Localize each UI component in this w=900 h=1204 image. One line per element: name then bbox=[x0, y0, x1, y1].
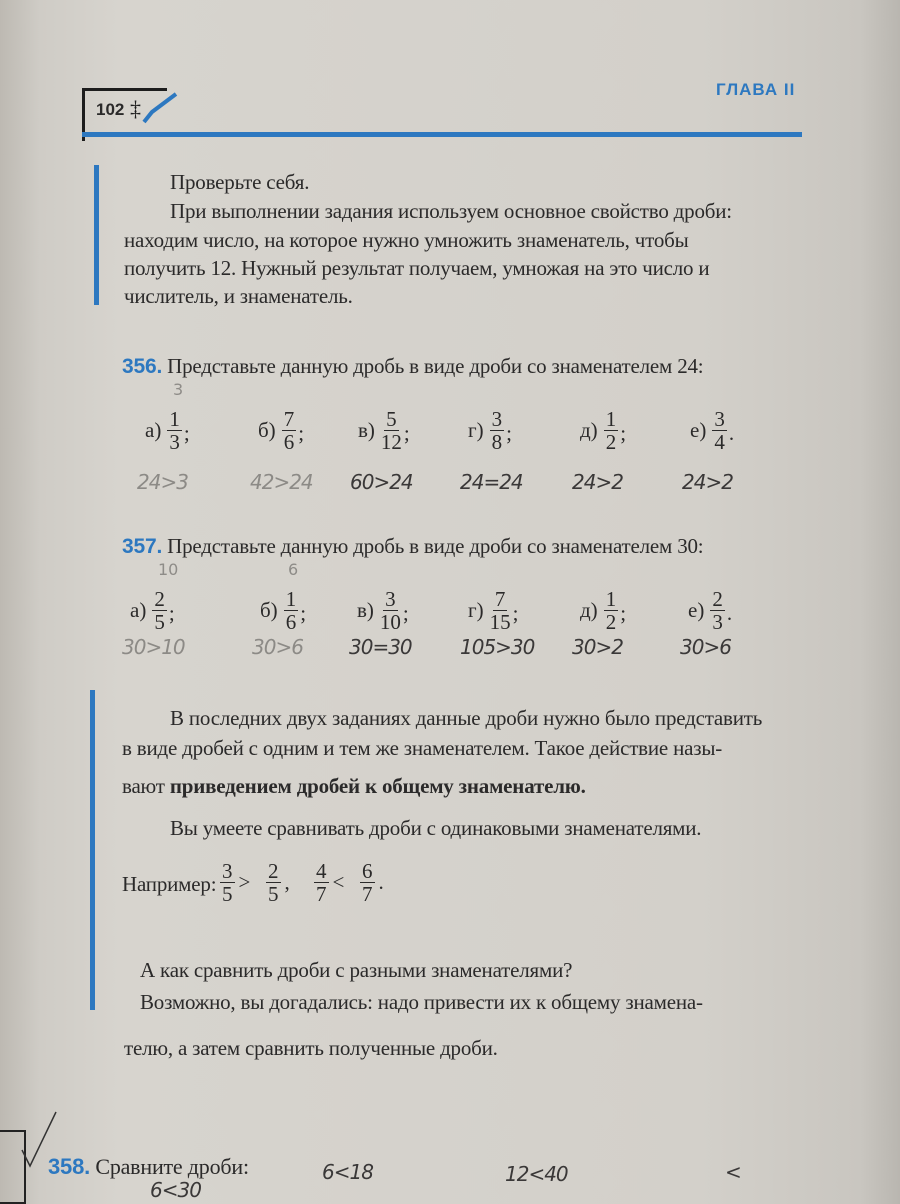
numerator: 4 bbox=[316, 859, 327, 883]
comparison-sign: < bbox=[332, 870, 345, 894]
exercise-356-heading bbox=[122, 352, 703, 381]
handwritten-answer: 60>24 bbox=[350, 470, 413, 494]
handwritten-answer: 30>10 bbox=[122, 635, 185, 659]
theory-line: в виде дробей с одним и тем же знаменателем. Такое действие назы- bbox=[122, 736, 723, 760]
handwritten-note: 3 bbox=[173, 380, 184, 399]
denominator: 8 bbox=[491, 430, 503, 454]
handwritten-answer: 30>6 bbox=[252, 635, 303, 659]
item-label: е) bbox=[690, 418, 707, 442]
punctuation: ; bbox=[620, 421, 627, 445]
exercise-number: 358. bbox=[48, 1154, 91, 1179]
exercise-357-heading bbox=[122, 532, 703, 561]
fraction bbox=[490, 588, 511, 633]
denominator: 3 bbox=[712, 610, 723, 634]
denominator: 7 bbox=[316, 882, 327, 906]
numerator: 6 bbox=[362, 859, 373, 883]
handwritten-answer: < bbox=[725, 1160, 741, 1184]
item-label: б) bbox=[260, 598, 278, 622]
check-line: получить 12. Нужный результат получаем, умножая на это число и bbox=[124, 256, 710, 280]
handwritten-answer: 42>24 bbox=[250, 470, 313, 494]
numerator: 3 bbox=[385, 587, 396, 611]
denominator: 4 bbox=[714, 430, 725, 454]
numerator: 1 bbox=[169, 407, 180, 431]
fraction bbox=[490, 408, 505, 453]
exercise-text: Сравните дроби: bbox=[95, 1154, 249, 1179]
fraction bbox=[604, 408, 619, 453]
denominator: 5 bbox=[222, 882, 233, 906]
punctuation: ; bbox=[620, 601, 627, 625]
denominator: 15 bbox=[489, 610, 511, 634]
fraction bbox=[167, 408, 182, 453]
denominator: 2 bbox=[605, 610, 617, 634]
fraction-item bbox=[357, 588, 409, 633]
item-label: в) bbox=[358, 418, 375, 442]
handwritten-answer: 6<30 bbox=[150, 1178, 201, 1202]
exercise-number: 357. bbox=[122, 535, 163, 558]
handwritten-answer: 24=24 bbox=[460, 470, 523, 494]
numerator: 1 bbox=[285, 587, 297, 611]
check-line: числитель, и знаменатель. bbox=[124, 284, 353, 308]
check-line: При выполнении задания используем основное свойство дроби: bbox=[170, 199, 732, 223]
item-label: б) bbox=[258, 418, 276, 442]
handwritten-answer: 30>6 bbox=[680, 635, 731, 659]
denominator: 2 bbox=[605, 430, 617, 454]
theory-line bbox=[122, 772, 586, 800]
numerator: 2 bbox=[268, 859, 279, 883]
item-label: в) bbox=[357, 598, 374, 622]
fraction-item bbox=[468, 408, 512, 453]
fraction-item bbox=[258, 408, 304, 453]
theory-question: А как сравнить дроби с разными знаменателями? bbox=[140, 958, 573, 982]
fraction-item bbox=[468, 588, 518, 633]
comparison-sign: > bbox=[238, 870, 251, 894]
fraction bbox=[284, 588, 299, 633]
example-fraction bbox=[266, 860, 294, 905]
denominator: 10 bbox=[379, 610, 401, 634]
numerator: 7 bbox=[494, 587, 506, 611]
pencil-check-icon bbox=[140, 92, 180, 128]
theory-term: приведением дробей к общему знаменателю. bbox=[169, 774, 586, 798]
handwritten-answer: 6<18 bbox=[322, 1160, 373, 1184]
fraction bbox=[220, 860, 235, 905]
check-title: Проверьте себя. bbox=[170, 170, 310, 194]
ruler-icon: ‡ bbox=[130, 96, 141, 121]
denominator: 12 bbox=[380, 430, 402, 454]
fraction bbox=[381, 408, 402, 453]
denominator: 6 bbox=[283, 430, 295, 454]
numerator: 5 bbox=[386, 407, 397, 431]
fraction-item bbox=[688, 588, 732, 633]
item-label: а) bbox=[130, 598, 147, 622]
example-fraction bbox=[360, 860, 388, 905]
fraction bbox=[152, 588, 167, 633]
theory-bar bbox=[90, 690, 95, 1010]
item-label: д) bbox=[580, 598, 598, 622]
exercise-text: Представьте данную дробь в виде дроби со знаменателем 24: bbox=[167, 354, 704, 378]
handwritten-answer: 105>30 bbox=[460, 635, 535, 659]
numerator: 2 bbox=[712, 587, 723, 611]
check-line: находим число, на которое нужно умножить знаменатель, чтобы bbox=[124, 228, 689, 252]
punctuation: ; bbox=[512, 601, 519, 625]
fraction-item bbox=[690, 408, 734, 453]
denominator: 3 bbox=[169, 430, 180, 454]
example-label: Например: bbox=[122, 872, 217, 896]
handwritten-answer: 24>3 bbox=[137, 470, 188, 494]
numerator: 3 bbox=[222, 859, 233, 883]
handwritten-answer: 24>2 bbox=[682, 470, 733, 494]
item-label: д) bbox=[580, 418, 598, 442]
punctuation: ; bbox=[506, 421, 512, 445]
fraction bbox=[604, 588, 619, 633]
fraction bbox=[380, 588, 401, 633]
numerator: 7 bbox=[283, 407, 295, 431]
theory-line: Возможно, вы догадались: надо привести их к общему знамена- bbox=[140, 990, 703, 1014]
chapter-title: ГЛАВА II bbox=[716, 80, 796, 99]
punctuation: ; bbox=[403, 421, 410, 445]
denominator: 5 bbox=[154, 610, 165, 634]
theory-text: вают bbox=[122, 774, 170, 798]
numerator: 3 bbox=[491, 407, 503, 431]
fraction bbox=[710, 588, 725, 633]
fraction bbox=[314, 860, 329, 905]
handwritten-answer: 30>2 bbox=[572, 635, 623, 659]
fraction bbox=[712, 408, 727, 453]
numerator: 3 bbox=[714, 407, 725, 431]
denominator: 6 bbox=[285, 610, 297, 634]
theory-line: В последних двух заданиях данные дроби нужно было представить bbox=[170, 706, 763, 730]
fraction-item bbox=[145, 408, 190, 453]
page-number: 102 bbox=[96, 100, 125, 119]
fraction-item bbox=[580, 588, 626, 633]
handwritten-answer: 12<40 bbox=[505, 1162, 568, 1186]
punctuation: ; bbox=[183, 421, 190, 445]
item-label: е) bbox=[688, 598, 705, 622]
punctuation: ; bbox=[168, 601, 175, 625]
punctuation: . bbox=[726, 601, 733, 625]
numerator: 1 bbox=[605, 407, 617, 431]
numerator: 1 bbox=[605, 587, 617, 611]
exercise-number: 356. bbox=[122, 355, 163, 378]
item-label: г) bbox=[468, 598, 484, 622]
item-label: а) bbox=[145, 418, 162, 442]
punctuation: ; bbox=[402, 601, 409, 625]
fraction-item bbox=[130, 588, 175, 633]
punctuation: ; bbox=[300, 601, 307, 625]
header-rule bbox=[82, 132, 802, 137]
denominator: 7 bbox=[362, 882, 373, 906]
item-label: г) bbox=[468, 418, 484, 442]
fraction bbox=[360, 860, 375, 905]
exercise-text: Представьте данную дробь в виде дроби со знаменателем 30: bbox=[167, 534, 704, 558]
fraction-item bbox=[260, 588, 306, 633]
theory-line: телю, а затем сравнить полученные дроби. bbox=[124, 1036, 498, 1060]
punctuation: . bbox=[728, 421, 735, 445]
handwritten-note: 10 bbox=[158, 560, 179, 579]
fraction-item bbox=[358, 408, 410, 453]
handwritten-note: 6 bbox=[288, 560, 299, 579]
denominator: 5 bbox=[268, 882, 279, 906]
numerator: 2 bbox=[154, 587, 165, 611]
comparison-sign: , bbox=[284, 870, 290, 894]
handwritten-answer: 30=30 bbox=[349, 635, 412, 659]
fraction bbox=[266, 860, 281, 905]
fraction bbox=[282, 408, 297, 453]
fraction-item bbox=[580, 408, 626, 453]
comparison-sign: . bbox=[378, 870, 384, 894]
note-bar bbox=[94, 165, 99, 305]
exercise-358-heading bbox=[48, 1153, 249, 1181]
example-fraction bbox=[220, 860, 254, 905]
theory-line: Вы умеете сравнивать дроби с одинаковыми знаменателями. bbox=[170, 816, 702, 840]
handwritten-answer: 24>2 bbox=[572, 470, 623, 494]
punctuation: ; bbox=[298, 421, 305, 445]
example-fraction bbox=[314, 860, 348, 905]
